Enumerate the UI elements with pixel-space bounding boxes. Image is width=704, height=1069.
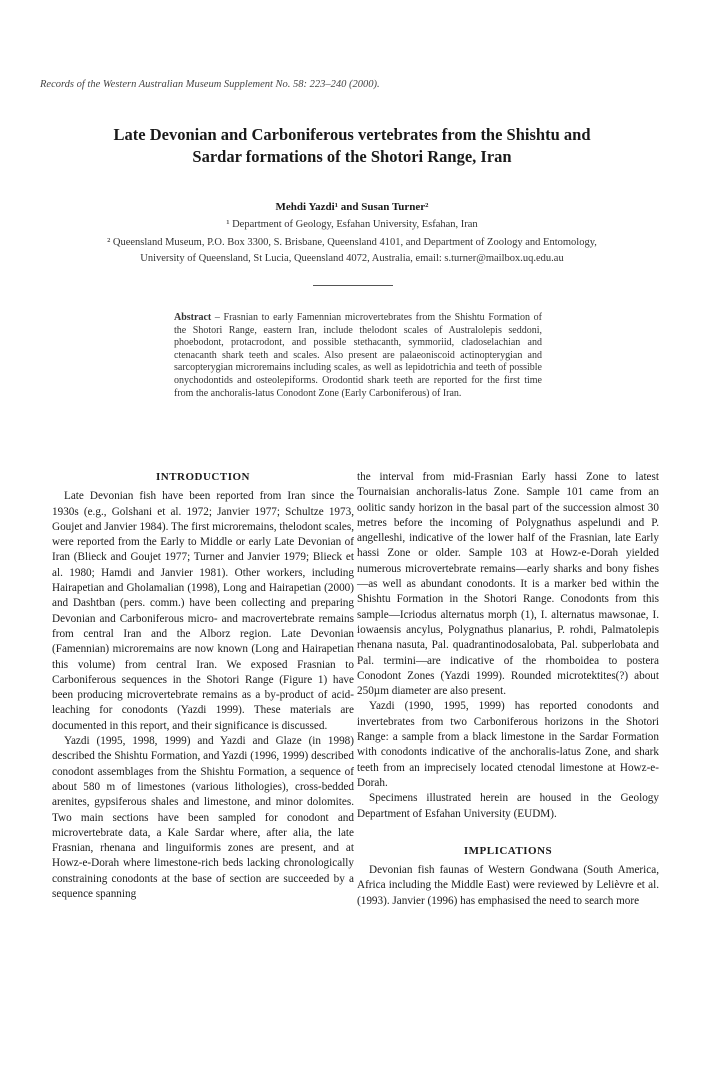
abstract [174, 312, 542, 400]
affiliation-1: ¹ Department of Geology, Esfahan University, Esfahan, Iran [226, 219, 478, 230]
implications-paragraph-1: Devonian fish faunas of Western Gondwana (South America, Africa including the Middle East) were reviewed by Lelièvre et al. (1993). Janvier (1996) has emphasised the need to search more [357, 864, 659, 907]
abstract-label: Abstract [174, 312, 212, 323]
title-line-2: Sardar formations of the Shotori Range, Iran [192, 147, 512, 166]
abstract-text: – Frasnian to early Famennian microvertebrates from the Shishtu Formation of the Shotori Range, eastern Iran, include thelodont scales of Australolepis seddoni, phoebodont, protacrodont, and possible stethacanth, symmoriid, cladoselachian and ctenacanth shark teeth and scales. Also present are palaeoniscoid actinopterygian and sarcopterygian microremains including scales, as well as lepidotrichia and teeth of possible onychodontids and osteolepiforms. Orodontid shark teeth are reported for the first time from the anchoralis-latus Conodont Zone (Early Carboniferous) of Iran. [174, 312, 542, 399]
affiliation-2: ² Queensland Museum, P.O. Box 3300, S. Brisbane, Queensland 4101, and Department of Zoology and Entomology, [107, 237, 597, 248]
right-column [357, 470, 659, 909]
section-gap [357, 822, 659, 844]
intro-paragraph-5: Specimens illustrated herein are housed in the Geology Department of Esfahan University (EUDM). [357, 792, 659, 820]
intro-paragraph-3: the interval from mid-Frasnian Early hassi Zone to latest Tournaisian anchoralis-latus Zone. Sample 101 came from an oolitic sandy horizon in the basal part of the succession almost 30 metres before the incoming of Polygnathus aspelundi and P. angelleshi, indicative of the lower half of the Frasnian, late Early hassi Zone or older. Sample 103 at Howz-e-Dorah yielded numerous microvertebrate remains—early sharks and bony fishes—as well as abundant conodonts. It is a marker bed within the Shishtu Formation in the Shotori Range. Conodonts from this sample—Icriodus alternatus morph (1), I. alternatus mawsonae, I. iowaensis ancylus, Polygnathus planarius, P. rohdi, Palmatolepis rhenana nasuta, Pal. quadrantinodosalobata, Pal. subperlobata and Pal. termini—are indicative of the rhomboidea to postera Conodont Zones (Yazdi 1999). Rounded microtektites(?) about 250µm diameter are also present. [357, 471, 659, 698]
paper-title [60, 124, 644, 168]
title-line-1: Late Devonian and Carboniferous vertebrates from the Shishtu and [113, 125, 591, 144]
implications-heading: IMPLICATIONS [463, 844, 553, 857]
intro-paragraph-2: Yazdi (1995, 1998, 1999) and Yazdi and Glaze (in 1998) described the Shishtu Formation, and Yazdi (1996, 1999) described conodont assemblages from the Shishtu Formation, a sequence of about 580 m of limestones (various lithologies), cross-bedded arenites, gypsiferous shales and limestone, and minor dolomites. Two main sections have been sampled for conodont and microvertebrate data, a Kale Sardar where, after alia, the late Frasnian, rhenana and linguiformis zones are present, and at Howz-e-Dorah where limestone-rich beds lacking chronologically constraining conodonts at the base of section are succeeded by a sequence spanning [52, 735, 354, 901]
separator-rule [313, 285, 393, 286]
left-column [52, 470, 354, 902]
introduction-heading: INTRODUCTION [155, 471, 250, 483]
intro-paragraph-1: Late Devonian fish have been reported from Iran since the 1930s (e.g., Golshani et al. 1972; Janvier 1977; Schultze 1973, Goujet and Janvier 1984). The first microremains, thelodont scales, were reported from the Early to Middle or early Late Devonian of Iran (Blieck and Goujet 1977; Turner and Janvier 1979; Blieck et al. 1980; Hamdi and Janvier 1981). Other workers, including Hairapetian and Gholamalian (1998), Long and Hairapetian (2000) and Dashtban (pers. comm.) have been collecting and preparing Devonian and Carboniferous micro- and macrovertebrate remains from central Iran and the Alborz region. Late Devonian (Famennian) microremains are now known (Long and Hairapetian this volume) from central Iran. We exposed Frasnian to Carboniferous sequences in the Shotori Range (Figure 1) have been producing microvertebrate remains as a by-product of acid-leaching for conodonts (Yazdi 1999). These materials are documented in this report, and their significance is discussed. [52, 490, 354, 732]
intro-paragraph-4: Yazdi (1990, 1995, 1999) has reported conodonts and invertebrates from two Carboniferous horizons in the Shotori Range: a sample from a black limestone in the Sardar Formation with conodonts indicative of the anchoralis-latus Zone, and shark teeth from an imprecisely located ctenodal limestone at Howz-e-Dorah. [357, 700, 659, 789]
authors: Mehdi Yazdi¹ and Susan Turner² [275, 201, 429, 213]
affiliation-3: University of Queensland, St Lucia, Queensland 4072, Australia, email: s.turner@mailbox.uq.edu.au [140, 253, 564, 264]
running-head: Records of the Western Australian Museum Supplement No. 58: 223–240 (2000). [40, 79, 380, 90]
